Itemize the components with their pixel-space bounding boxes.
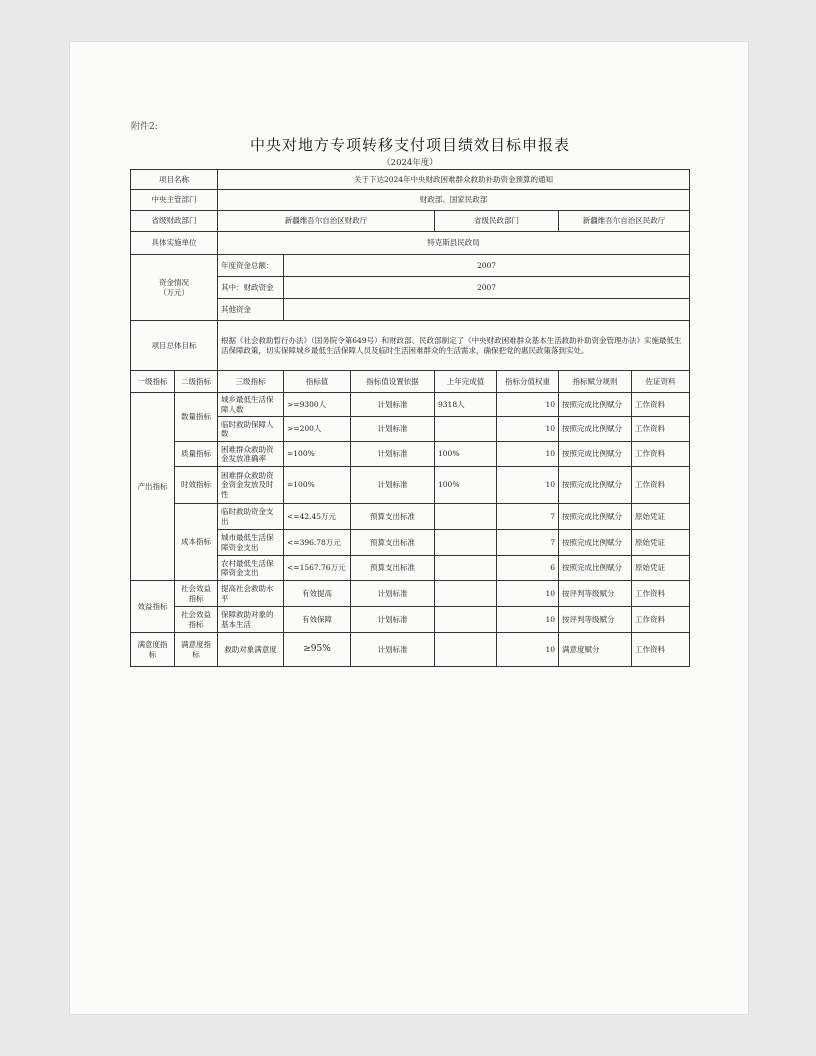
level3-cell: 救助对象满意度 — [218, 633, 284, 667]
prev-cell — [435, 556, 497, 581]
level3-cell: 临时救助资金支出 — [218, 504, 284, 530]
basis-cell: 计划标准 — [351, 467, 435, 504]
impl-unit-label: 具体实施单位 — [131, 232, 218, 255]
basis-cell: 计划标准 — [351, 417, 435, 442]
goal-row — [131, 321, 690, 371]
value-cell: ≥95% — [284, 633, 351, 667]
level2-satisfaction: 满意度指标 — [175, 633, 218, 667]
rule-cell: 按照完成比例赋分 — [559, 530, 632, 556]
indicator-row — [131, 393, 690, 417]
level2-timeliness: 时效指标 — [175, 467, 218, 504]
basis-cell: 计划标准 — [351, 607, 435, 633]
col-header-basis: 指标值设置依据 — [351, 371, 435, 393]
prov-civil-label: 省级民政部门 — [435, 211, 559, 232]
central-dept-label: 中央主管部门 — [131, 190, 218, 211]
level2-social-benefit: 社会效益指标 — [175, 607, 218, 633]
provincial-dept-row — [131, 211, 690, 232]
impl-unit-value: 特克斯县民政局 — [218, 232, 690, 255]
col-header-prev: 上年完成值 — [435, 371, 497, 393]
value-cell: =100% — [284, 467, 351, 504]
indicator-row — [131, 442, 690, 467]
funds-label-cell — [131, 255, 218, 321]
prev-cell — [435, 607, 497, 633]
rule-cell: 按评判等级赋分 — [559, 607, 632, 633]
impl-unit-row — [131, 232, 690, 255]
level3-cell: 城乡最低生活保障人数 — [218, 393, 284, 417]
weight-cell: 10 — [497, 607, 559, 633]
rule-cell: 满意度赋分 — [559, 633, 632, 667]
prev-cell — [435, 581, 497, 607]
rule-cell: 按评判等级赋分 — [559, 581, 632, 607]
rule-cell: 按照完成比例赋分 — [559, 393, 632, 417]
col-header-level2: 二级指标 — [175, 371, 218, 393]
project-name-label: 项目名称 — [131, 170, 218, 190]
level3-cell: 提高社会救助水平 — [218, 581, 284, 607]
goal-label: 项目总体目标 — [131, 321, 218, 371]
evidence-cell: 原始凭证 — [632, 556, 690, 581]
prev-cell — [435, 633, 497, 667]
prov-civil-value: 新疆维吾尔自治区民政厅 — [559, 211, 690, 232]
central-dept-row — [131, 190, 690, 211]
evidence-cell: 工作资料 — [632, 417, 690, 442]
value-cell: 有效保障 — [284, 607, 351, 633]
level2-quality: 质量指标 — [175, 442, 218, 467]
level2-cost: 成本指标 — [175, 504, 218, 581]
value-cell: >=200人 — [284, 417, 351, 442]
weight-cell: 10 — [497, 417, 559, 442]
value-cell: <=396.78万元 — [284, 530, 351, 556]
level1-benefit: 效益指标 — [131, 581, 175, 633]
performance-target-table — [130, 169, 690, 667]
indicator-row — [131, 633, 690, 667]
basis-cell: 预算支出标准 — [351, 504, 435, 530]
evidence-cell: 原始凭证 — [632, 504, 690, 530]
prev-cell — [435, 504, 497, 530]
col-header-evidence: 佐证资料 — [632, 371, 690, 393]
level2-social-benefit: 社会效益指标 — [175, 581, 218, 607]
level1-satisfaction: 满意度指标 — [131, 633, 175, 667]
value-cell: 有效提高 — [284, 581, 351, 607]
basis-cell: 计划标准 — [351, 581, 435, 607]
goal-text: 根据《社会救助暂行办法》（国务院令第649号）和财政部、民政部制定了《中央财政困难群众基本生活救助补助资金管理办法》实施最低生活保障政策，切实保障城乡最低生活保障人员及临时生活困难群众的生活需求，确保把党的惠民政策落到实处。 — [218, 321, 690, 371]
weight-cell: 10 — [497, 633, 559, 667]
value-cell: =100% — [284, 442, 351, 467]
evidence-cell: 工作资料 — [632, 393, 690, 417]
basis-cell: 计划标准 — [351, 633, 435, 667]
evidence-cell: 工作资料 — [632, 581, 690, 607]
basis-cell: 计划标准 — [351, 393, 435, 417]
funds-unit: （万元） — [159, 287, 189, 297]
weight-cell: 7 — [497, 530, 559, 556]
funds-other-label: 其他资金 — [218, 299, 284, 321]
funds-label: 资金情况 — [159, 278, 189, 288]
prev-cell: 100% — [435, 442, 497, 467]
col-header-value: 指标值 — [284, 371, 351, 393]
evidence-cell: 工作资料 — [632, 442, 690, 467]
funds-total-label: 年度资金总额： — [218, 255, 284, 277]
funds-fiscal-label: 其中：财政资金 — [218, 277, 284, 299]
weight-cell: 7 — [497, 504, 559, 530]
level3-cell: 困难群众救助资金资金发放及时性 — [218, 467, 284, 504]
col-header-weight: 指标分值权重 — [497, 371, 559, 393]
funds-other-value — [284, 299, 690, 321]
prev-cell: 9318人 — [435, 393, 497, 417]
rule-cell: 按照完成比例赋分 — [559, 417, 632, 442]
evidence-cell: 原始凭证 — [632, 530, 690, 556]
col-header-level1: 一级指标 — [131, 371, 175, 393]
basis-cell: 预算支出标准 — [351, 556, 435, 581]
funds-total-row — [131, 255, 690, 277]
central-dept-value: 财政部、国家民政部 — [218, 190, 690, 211]
value-cell: <=42.45万元 — [284, 504, 351, 530]
rule-cell: 按照完成比例赋分 — [559, 504, 632, 530]
level2-quantity: 数量指标 — [175, 393, 218, 442]
level3-cell: 城市最低生活保障资金支出 — [218, 530, 284, 556]
indicator-row — [131, 467, 690, 504]
evidence-cell: 工作资料 — [632, 467, 690, 504]
indicator-row — [131, 581, 690, 607]
weight-cell: 10 — [497, 467, 559, 504]
weight-cell: 6 — [497, 556, 559, 581]
weight-cell: 10 — [497, 393, 559, 417]
level3-cell: 困难群众救助资金发放准确率 — [218, 442, 284, 467]
prev-cell — [435, 530, 497, 556]
indicator-row — [131, 504, 690, 530]
evidence-cell: 工作资料 — [632, 607, 690, 633]
attachment-label: 附件2: — [131, 122, 158, 132]
level3-cell: 农村最低生活保障资金支出 — [218, 556, 284, 581]
col-header-rule: 指标赋分规则 — [559, 371, 632, 393]
level1-output: 产出指标 — [131, 393, 175, 581]
document-year: （2024年度） — [382, 158, 438, 168]
document-title: 中央对地方专项转移支付项目绩效目标申报表 — [249, 136, 570, 154]
level3-cell: 保障救助对象的基本生活 — [218, 607, 284, 633]
indicator-header-row — [131, 371, 690, 393]
prev-cell — [435, 417, 497, 442]
level3-cell: 临时救助保障人数 — [218, 417, 284, 442]
value-cell: >=9300人 — [284, 393, 351, 417]
basis-cell: 预算支出标准 — [351, 530, 435, 556]
project-name-value: 关于下达2024年中央财政困难群众救助补助资金预算的通知 — [218, 170, 690, 190]
evidence-cell: 工作资料 — [632, 633, 690, 667]
funds-fiscal-value: 2007 — [284, 277, 690, 299]
funds-total-value: 2007 — [284, 255, 690, 277]
rule-cell: 按照完成比例赋分 — [559, 442, 632, 467]
indicator-row — [131, 607, 690, 633]
prev-cell: 100% — [435, 467, 497, 504]
rule-cell: 按照完成比例赋分 — [559, 467, 632, 504]
rule-cell: 按照完成比例赋分 — [559, 556, 632, 581]
weight-cell: 10 — [497, 581, 559, 607]
prov-finance-value: 新疆维吾尔自治区财政厅 — [218, 211, 435, 232]
value-cell: <=1567.76万元 — [284, 556, 351, 581]
project-name-row — [131, 170, 690, 190]
col-header-level3: 三级指标 — [218, 371, 284, 393]
basis-cell: 计划标准 — [351, 442, 435, 467]
prov-finance-label: 省级财政部门 — [131, 211, 218, 232]
weight-cell: 10 — [497, 442, 559, 467]
